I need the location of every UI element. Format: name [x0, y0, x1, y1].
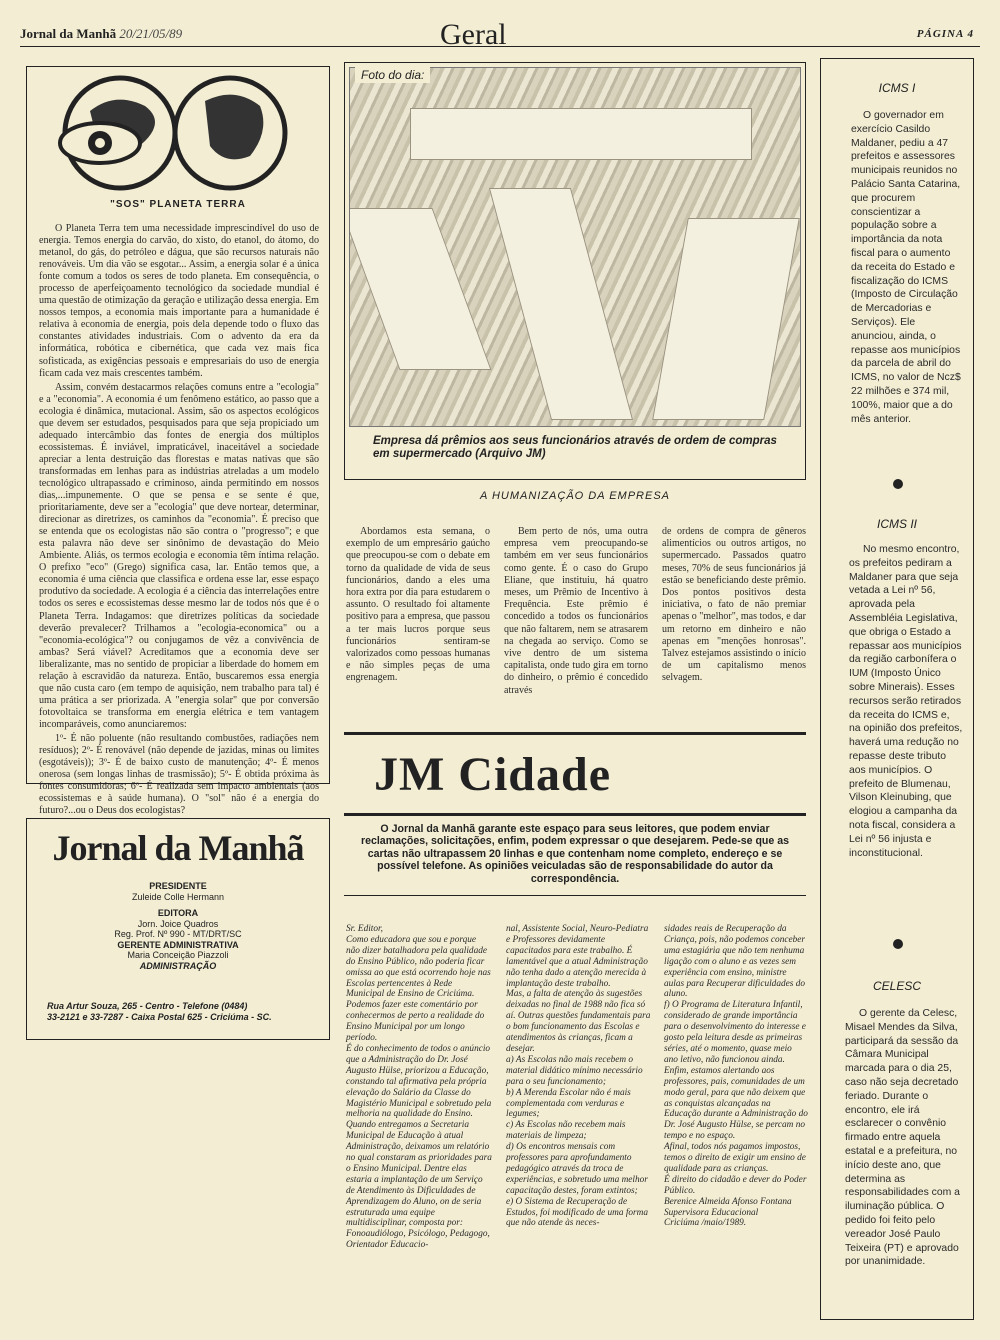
masthead-line: Reg. Prof. Nº 990 - MT/DRT/SC	[114, 929, 242, 939]
jm-cidade-underline	[344, 813, 806, 816]
masthead-logo: Jornal da Manhã	[52, 828, 304, 868]
jm-cidade-intro: O Jornal da Manhã garante este espaço para seus leitores, que podem enviar reclamações, solicitações, enfim, podem expressar o que desejarem. Pede-se que as cartas não ultrapassem 20 linhas e que contenham nome completo, endereço e se possível telefone. As opiniões veiculadas são de responsabilidade do autor da correspondência.	[360, 823, 790, 885]
header-paper-name: Jornal da Manhã	[20, 26, 117, 41]
letter-col-2: nal, Assistente Social, Neuro-Pediatra e Professores devidamente capacitados para este trabalho. É lamentável que a atual Administração não tenha dado a atenção merecida à implantação deste trabalho. Mas, a falta de atenção às sugestões deixadas no final de 1988 não fica só aí. Outras questões fundamentais para o bom funcionamento das Escolas e atendimentos às crianças, ficam a desejar. a) As Escolas não mais recebem o material didático mínimo necessário para o seu funcionamento; b) A Merenda Escolar não é mais complementada com verduras e legumes; c) As Escolas não recebem mais materiais de limpeza; d) Os encontros mensais com professores para aprofundamento pedagógico através da troca de experiências, e sobretudo uma melhor capacitação destes, foram extintos; e) O Sistema de Recuperação de Estudos, foi modificado de uma forma que não atende às neces-	[506, 924, 651, 1229]
sidebar-title-icms-2: ICMS II	[876, 517, 917, 531]
sos-article-box	[26, 66, 330, 817]
header-date: 20/21/05/89	[119, 26, 183, 41]
sos-paragraph: 1º- É não poluente (não resultando combustões, radiações nem resíduos); 2º- É renovável (não depende de jazidas, minas ou limites (esgotáveis)); 3º- É de baixo custo de manutenção; 4º- É menos onerosa (sem longas linhas de trasmissão); 5º- É obtida próxima às fontes consumidoras; 6º- É realizada sem impacto ambientais (aos ecossistemas e à saúde humana). O "sol" não é a energia do futuro?...ou o Deus dos ecologistas?	[39, 732, 319, 817]
photo-caption: Empresa dá prêmios aos seus funcionários através de ordem de compras em supermercado (Arquivo JM)	[373, 435, 777, 460]
sidebar-box	[820, 58, 974, 1320]
masthead-line: ADMINISTRAÇÃO	[139, 960, 217, 971]
shelf-aisle	[410, 108, 752, 160]
humanizacao-col-3: de ordens de compra de gêneros alimentícios ou outros artigos, no supermercado. Passados quatro meses, 70% de seus funcionários já estão se beneficiando deste prêmio. Dos pontos positivos desta iniciativa, o fato de não premiar apenas o "melhor", mas todos, e dar um retorno em dinheiro e não apenas em "menções honrosas". Talvez estejamos assistindo o início de um capitalismo menos selvagem.	[662, 526, 806, 684]
masthead-staff	[27, 881, 329, 971]
masthead-line: Maria Conceição Piazzoli	[127, 950, 229, 960]
masthead-line: Jorn. Joice Quadros	[137, 918, 219, 929]
letter-col-1: Sr. Editor, Como educadora que sou e porque não dizer batalhadora pela qualidade do Ensino Público, não poderia ficar omissa ao que está ocorrendo hoje nas Escolas pertencentes à Rede Municipal de Ensino de Criciúma. Podemos fazer este comentário por conhecermos de perto a realidade do Ensino Municipal por um longo período. É do conhecimento de todos o anúncio que a Administração do Dr. José Augusto Hülse, priorizou a Educação, constando tal afirmativa pela própria elevação do Salário da Classe do Magistério Municipal e sobretudo pela melhoria na qualidade do Ensino. Quando entregamos a Secretaria Municipal de Educação à atual Administração, deixamos um relatório no qual constaram as prioridades para o Ensino Municipal. Dentre elas estaria a implantação de um Serviço de Atendimento às Dificuldades de Aprendizagem do Aluno, on de seria estruturada uma equipe multidisciplinar, composta por: Fonoaudiólogo, Psicólogo, Pedagogo, Orientador Educacio-	[346, 924, 492, 1251]
masthead-line: GERENTE ADMINISTRATIVA	[117, 939, 239, 950]
jm-cidade-rule	[344, 895, 806, 896]
sidebar-text-celesc: O gerente da Celesc, Misael Mendes da Silva, participará da sessão da Câmara Municipal marcada para o dia 25, caso não seja decretado feriado. Durante o encontro, ele irá esclarecer o convênio firmado entre aquela estatal e a prefeitura, no início deste ano, que determina as responsabilidades com a iluminação pública. O pedido foi feito pelo vereador José Paulo Teixeira (PT) e aprovado por unanimidade.	[845, 1008, 960, 1268]
jm-cidade-title: JM Cidade	[374, 748, 611, 801]
shelf-aisle	[489, 188, 633, 420]
shelf-aisle	[349, 208, 491, 370]
humanizacao-col-1: Abordamos esta semana, o exemplo de um empresário gaúcho que preocupou-se com o debate em torno da qualidade de vida de seus funcionários, dando a eles uma hora extra por dia para estudarem o assunto. O resultado foi altamente positivo para a empresa, que passou a ter mais lucros porque seus funcionários sentiram-se valorizados como pessoas humanas e não simples peças de uma engrenagem.	[346, 526, 490, 684]
shelf-aisle	[652, 218, 800, 420]
sidebar-title-celesc: CELESC	[872, 979, 922, 993]
humanizacao-title: A HUMANIZAÇÃO DA EMPRESA	[479, 490, 671, 502]
sos-paragraph: Assim, convém destacarmos relações comuns entre a "ecologia" e a "economia". A economia é um fenômeno estático, ao passo que a ecologia é dinâmica, mutacional. Assim, são os aspectos ecológicos que devem ser estudados, pesquisados para que seja propiciado um adequado intercâmbio das fontes de energia dos múltiplos ecossistemas. É inviável, impraticável, inaceitável a sociedade apreciar a lenta destruição das florestas e matas nativas que são transformadas em lenhas para as indústrias atreladas a um modelo tecnológico ultrapassado e criminoso, ainda permitindo em nossos dias,...impunemente. O que se pensa e se sente é que, prioritariamente, deve ser a "ecologia" que deve nortear, determinar, direcionar as diretrizes, os caminhos da "economia". É preciso que se entenda que os ecologistas não são contra o "progresso"; e que esta palavra não deve ser sinônimo de devastação do Meio Ambiente. Aliás, os termos ecologia e economia têm íntima relação. O prefixo "eco" (Grego) significa casa, lar. Então temos que, a economia é uma ciência que classifica e ordena esse lar, esse espaço produtivo da sociedade. A ecologia é a ciência das interrelações entre todos os seres e ecossistemas desse mesmo lar de todos nós que é o Planeta Terra. Indagamos: que diretrizes políticas da sociedade deverão prevalecer? Trilhamos a "ecologia-economica" ou a "economia-ecológica"? ou conjugamos de vêz a convivência de ambas? Será viável? Acreditamos que a economia deve ser liberalizante, mas no sentido de propiciar a liberdade do homem em relação à escravidão da natureza. Então, buscaremos essa energia que não custa caro (em tempo de aquisição, nem trabalho para tal) é uma prática a ser priorizada. A "energia solar" que por conversão fotovoltaica se transforma em energia elétrica e tem vantagem incomparáveis, como anunciaremos:	[39, 381, 319, 730]
photo-box	[344, 62, 806, 480]
bullet-dot	[893, 939, 903, 949]
photo-label: Foto do dia:	[355, 67, 430, 83]
address-line: 33-2121 e 33-7287 - Caixa Postal 625 - Criciúma - SC.	[47, 1012, 272, 1022]
letter-col-3: sidades reais de Recuperação da Criança, pois, não podemos conceber uma estagiária que não tem nenhuma ligação com o aluno e as vezes sem experiência com ensino, ministre aulas para Recuperar dificuldades do aluno. f) O Programa de Literatura Infantil, considerado de grande importância para o desenvolvimento do interesse e gosto pela leitura desde as primeiras séries, até o momento, quase meio ano letivo, não funcionou ainda. Enfim, estamos alertando aos professores, pais, comunidades de um modo geral, para que não deixem que as conquistas alcançadas na Educação durante a Administração do Dr. José Augusto Hülse, se percam no tempo e no espaço. Afinal, todos nós pagamos impostos, temos o direito de exigir um ensino de qualidade para as crianças. É direito do cidadão e dever do Poder Público. Berenice Almeida Afonso Fontana Supervisora Educacional Criciúma /maio/1989.	[664, 924, 808, 1229]
page-number: PÁGINA 4	[916, 28, 974, 40]
globe-eye-logo-icon	[45, 71, 305, 196]
masthead-line: Zuleide Colle Hermann	[131, 891, 225, 902]
section-title: Geral	[440, 18, 507, 51]
sos-paragraph: O Planeta Terra tem uma necessidade imprescindível do uso de energia. Temos energia do carvão, do xisto, do etanol, do átomo, do metanol, do gás, do petróleo e dágua, que são recursos naturais não renováveis. Um dia vão se esgotar... Assim, a energia solar é a única fonte comum a todos os seres de todo planeta. Em consequência, o processo de aperfeiçoamento tecnológico da sociedade mundial é uma questão de otimização da geração e utilização dessa energia. Em nossos tempos, a economia mais importante para a humanidade é relativa à economia de energia, pois dela depende todo o fluxo das constantes atividades industriais. Com o advento da era da informática, robótica e cibernética, que cada vez mais fica sofisticada, as exigências pessoais e empresariais do uso de energia ficam cada vez mais crescentes também.	[39, 223, 319, 379]
address-line: Rua Artur Souza, 265 - Centro - Telefone (0484)	[47, 1001, 248, 1011]
masthead-address	[47, 1001, 317, 1023]
sos-body	[39, 223, 319, 819]
sidebar-text-icms-2: No mesmo encontro, os prefeitos pediram a Maldaner para que seja vetada a Lei nº 56, aprovada pela Assembléia Legislativa, que obriga o Estado a repassar aos municípios da região carbonífera o IUM (Imposto Único sobre Minerais). Esses recursos serão retirados da receita do ICMS e, na opinião dos prefeitos, haverá uma redução no repasse deste tributo aos municípios. O prefeito de Blumenau, Vilson Kleinubing, que elogiou a campanha da nota fiscal, considera a Lei nº 56 injusta e inconstitucional.	[849, 544, 963, 859]
jm-cidade-banner	[344, 732, 806, 908]
sidebar-text-icms-1: O governador em exercício Casildo Maldaner, pediu a 47 prefeitos e assessores municipais reunidos no Palácio Santa Catarina, que procurem conscientizar a população sobre a importância da nota fiscal para o aumento da receita do Estado e fiscalização do ICMS (Imposto de Circulação de Mercadorias e Serviços). Ele anunciou, ainda, o repasse aos municípios da parcela de abril do ICMS, no valor de Ncz$ 22 milhões e 374 mil, 100%, maior que a do mês anterior.	[851, 110, 961, 425]
header-rule	[20, 46, 980, 47]
humanizacao-col-2: Bem perto de nós, uma outra empresa vem preocupando-se também em ver seus funcionários como gente. É o caso do Grupo Eliane, que instituiu, há quatro meses, um Prêmio de Incentivo à Frequência. Este prêmio é concedido a todos os funcionários que não faltarem, nem se atrasarem na chegada ao serviço. Como se vive dentro de um sistema capitalista, onde tudo gira em torno do dinheiro, o prêmio é concedido através	[504, 526, 648, 696]
bullet-dot	[893, 479, 903, 489]
header-paper-date	[20, 26, 182, 42]
masthead-line: EDITORA	[157, 908, 199, 918]
sidebar-title-icms-1: ICMS I	[878, 81, 916, 95]
masthead-box	[26, 818, 330, 1040]
masthead-line: PRESIDENTE	[149, 881, 207, 891]
sos-logo-title: "SOS" PLANETA TERRA	[110, 199, 246, 210]
supermarket-photo	[349, 67, 801, 427]
